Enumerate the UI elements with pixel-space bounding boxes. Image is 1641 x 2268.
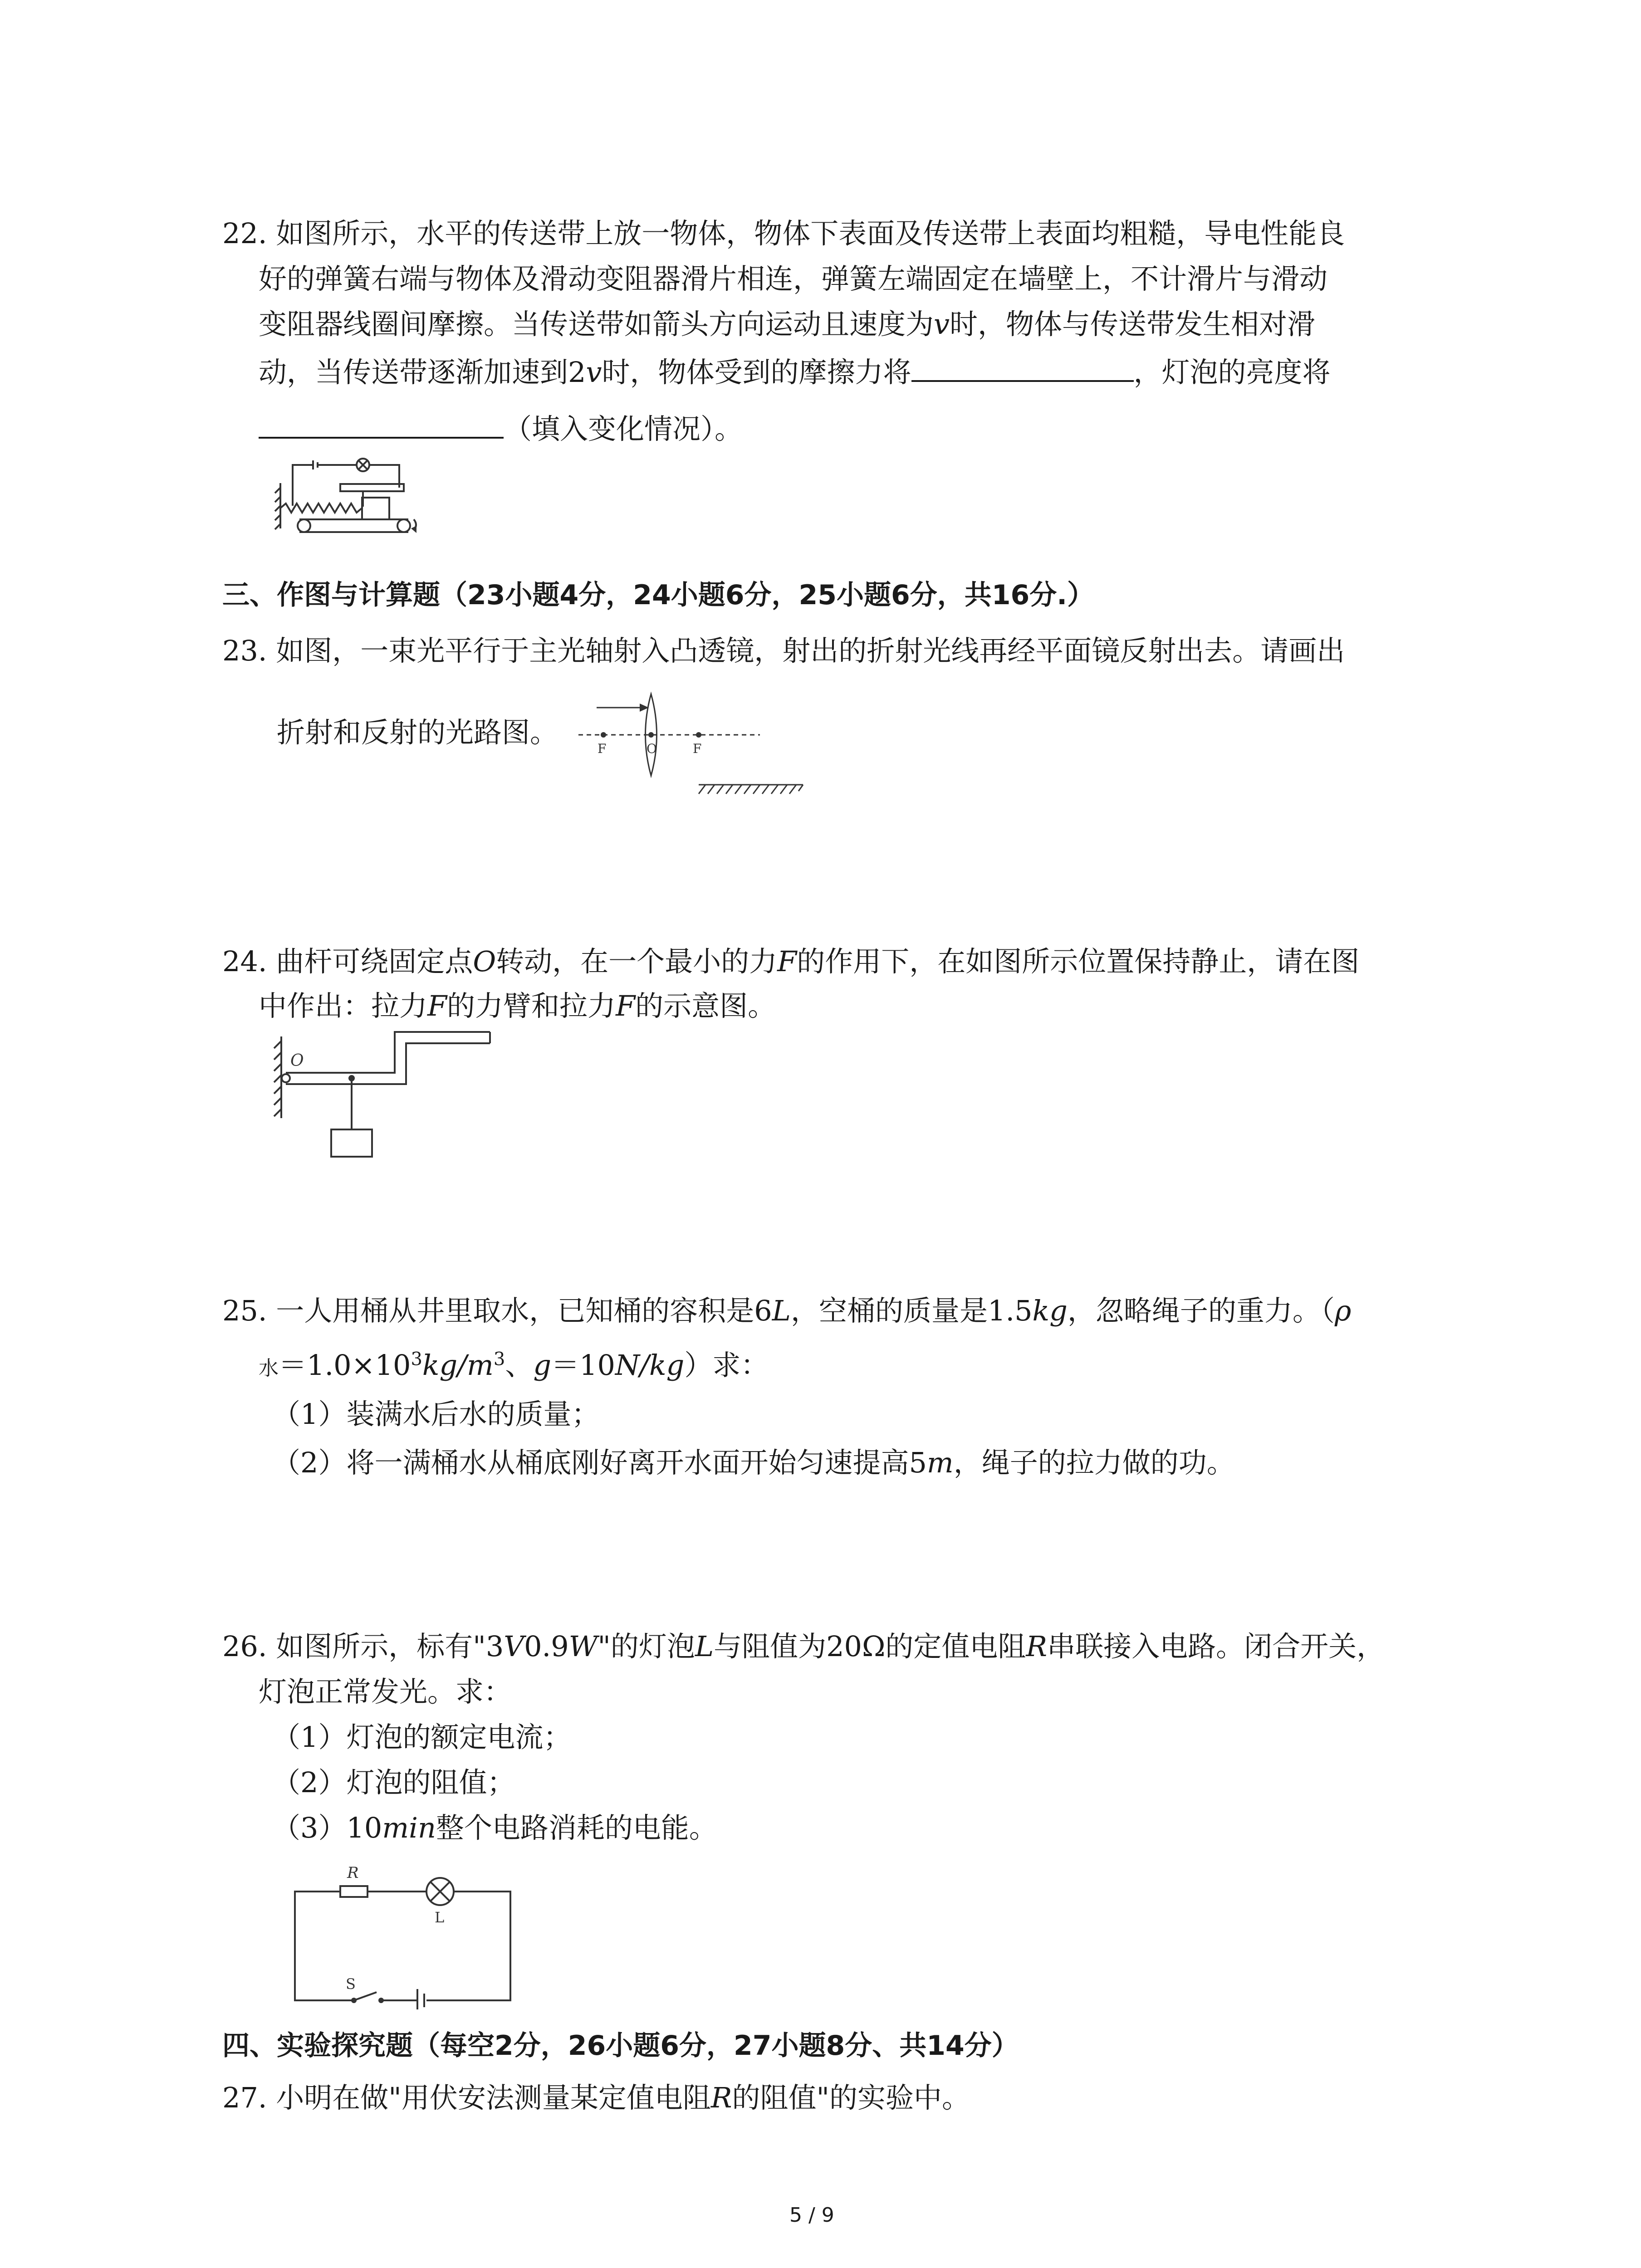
lamp-l-label: L <box>435 1909 445 1926</box>
lens-optical-center-label: O <box>647 741 657 756</box>
switch-s-label: S <box>346 1975 356 1993</box>
q26-line-2: 灯泡正常发光。求： <box>259 1675 512 1708</box>
q22-line-1: 22. 如图所示，水平的传送带上放一物体，物体下表面及传送带上表面均粗糙，导电性能良 <box>222 217 1345 250</box>
lens-focus-left-label: F <box>598 741 607 756</box>
answer-blank-brightness[interactable] <box>259 411 504 439</box>
q23-line-2: 折射和反射的光路图。 <box>277 716 558 749</box>
page-number: 5 / 9 <box>789 2204 834 2227</box>
section-4-heading: 四、实验探究题（每空2分，26小题6分，27小题8分、共14分） <box>222 2030 1019 2062</box>
q26-sub-3: （3）10min整个电路消耗的电能。 <box>272 1811 717 1844</box>
q23-line-1: 23. 如图，一束光平行于主光轴射入凸透镜，射出的折射光线再经平面镜反射出去。请画出 <box>222 634 1345 667</box>
pivot-o-label: O <box>290 1051 304 1070</box>
q26-sub-2: （2）灯泡的阻值； <box>272 1766 515 1799</box>
q22-line-4: 动，当传送带逐渐加速到2v时，物体受到的摩擦力将 ，灯泡的亮度将 <box>259 354 1331 391</box>
q24-line-2: 中作出：拉力F的力臂和拉力F的示意图。 <box>259 989 776 1022</box>
section-3-heading: 三、作图与计算题（23小题4分，24小题6分，25小题6分，共16分.） <box>222 579 1095 611</box>
bent-lever-figure <box>272 1027 499 1163</box>
q22-line-3: 变阻器线圈间摩擦。当传送带如箭头方向运动且速度为v时，物体与传送带发生相对滑 <box>259 308 1316 341</box>
q22-line-2: 好的弹簧右端与物体及滑动变阻器滑片相连，弹簧左端固定在墙壁上，不计滑片与滑动 <box>259 262 1328 295</box>
q25-sub-2: （2）将一满桶水从桶底刚好离开水面开始匀速提高5m，绳子的拉力做的功。 <box>272 1446 1235 1479</box>
answer-blank-friction[interactable] <box>911 354 1134 382</box>
convex-lens-figure <box>578 689 814 807</box>
q27-line-1: 27. 小明在做"用伏安法测量某定值电阻R的阻值"的实验中。 <box>222 2081 970 2114</box>
q26-sub-1: （1）灯泡的额定电流； <box>272 1721 572 1754</box>
series-circuit-figure <box>286 1860 522 2009</box>
lens-focus-right-label: F <box>693 741 702 756</box>
q26-line-1: 26. 如图所示，标有"3V0.9W"的灯泡L与阻值为20Ω的定值电阻R串联接入电路。闭合开关， <box>222 1630 1385 1663</box>
q24-line-1: 24. 曲杆可绕固定点O转动，在一个最小的力F的作用下，在如图所示位置保持静止，请在图 <box>222 945 1360 978</box>
q25-sub-1: （1）装满水后水的质量； <box>272 1398 600 1431</box>
conveyor-circuit-figure <box>272 456 440 533</box>
q25-line-1: 25. 一人用桶从井里取水，已知桶的容积是6L，空桶的质量是1.5kg，忽略绳子的重力。（ρ <box>222 1294 1352 1327</box>
q25-line-2: 水$=1.0\times 10^3kg/m^3$、g＝10N/kg）求： <box>259 1349 769 1382</box>
resistor-r-label: R <box>347 1864 359 1882</box>
q22-line-5: （填入变化情况）。 <box>259 411 743 447</box>
